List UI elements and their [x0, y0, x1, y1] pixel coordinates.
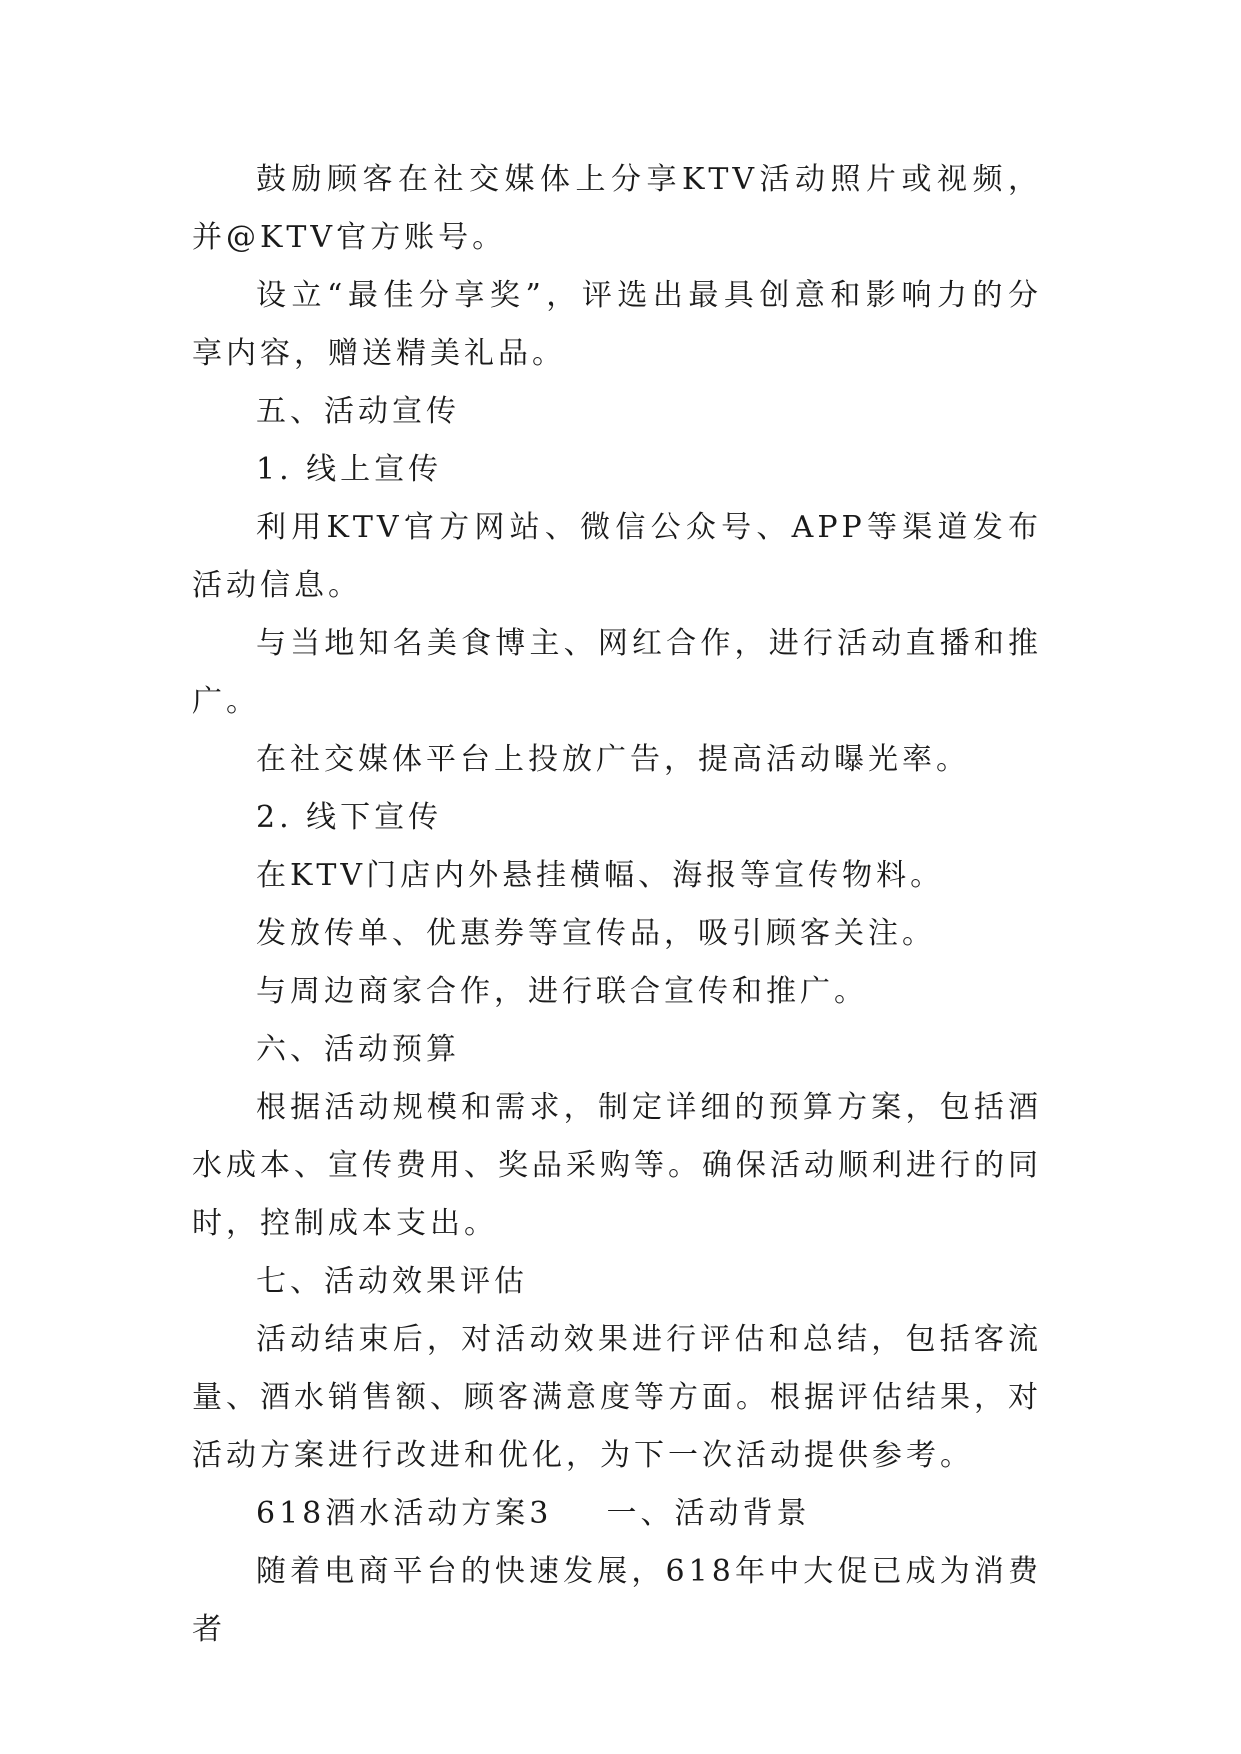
subheading-offline-promotion: 2. 线下宣传	[256, 800, 443, 835]
paragraph-online-channels: 利用KTV官方网站、微信公众号、APP等渠道发布活动信息。	[192, 510, 1042, 603]
paragraph-best-share-award: 设立“最佳分享奖”，评选出最具创意和影响力的分享内容，赠送精美礼品。	[192, 278, 1042, 371]
paragraph-social-ads: 在社交媒体平台上投放广告，提高活动曝光率。	[256, 742, 970, 777]
section-heading-budget: 六、活动预算	[256, 1032, 460, 1067]
paragraph-influencer-cooperation: 与当地知名美食博主、网红合作，进行活动直播和推广。	[192, 626, 1042, 719]
paragraph-background-intro: 随着电商平台的快速发展，618年中大促已成为消费者	[192, 1554, 1042, 1647]
paragraph-joint-promotion: 与周边商家合作，进行联合宣传和推广。	[256, 974, 868, 1009]
section-heading-evaluation: 七、活动效果评估	[256, 1264, 528, 1299]
plan-title-and-background-heading: 618酒水活动方案3 一、活动背景	[256, 1496, 811, 1531]
paragraph-flyers-coupons: 发放传单、优惠券等宣传品，吸引顾客关注。	[256, 916, 936, 951]
section-heading-promotion: 五、活动宣传	[256, 394, 460, 429]
document-body	[192, 151, 1042, 1659]
paragraph-banners-posters: 在KTV门店内外悬挂横幅、海报等宣传物料。	[256, 858, 945, 893]
paragraph-share-encouragement: 鼓励顾客在社交媒体上分享KTV活动照片或视频，并@KTV官方账号。	[192, 162, 1042, 255]
paragraph-evaluation-summary: 活动结束后，对活动效果进行评估和总结，包括客流量、酒水销售额、顾客满意度等方面。根据评估结果，对活动方案进行改进和优化，为下一次活动提供参考。	[192, 1322, 1042, 1473]
paragraph-budget-plan: 根据活动规模和需求，制定详细的预算方案，包括酒水成本、宣传费用、奖品采购等。确保活动顺利进行的同时，控制成本支出。	[192, 1090, 1042, 1241]
subheading-online-promotion: 1. 线上宣传	[256, 452, 443, 487]
